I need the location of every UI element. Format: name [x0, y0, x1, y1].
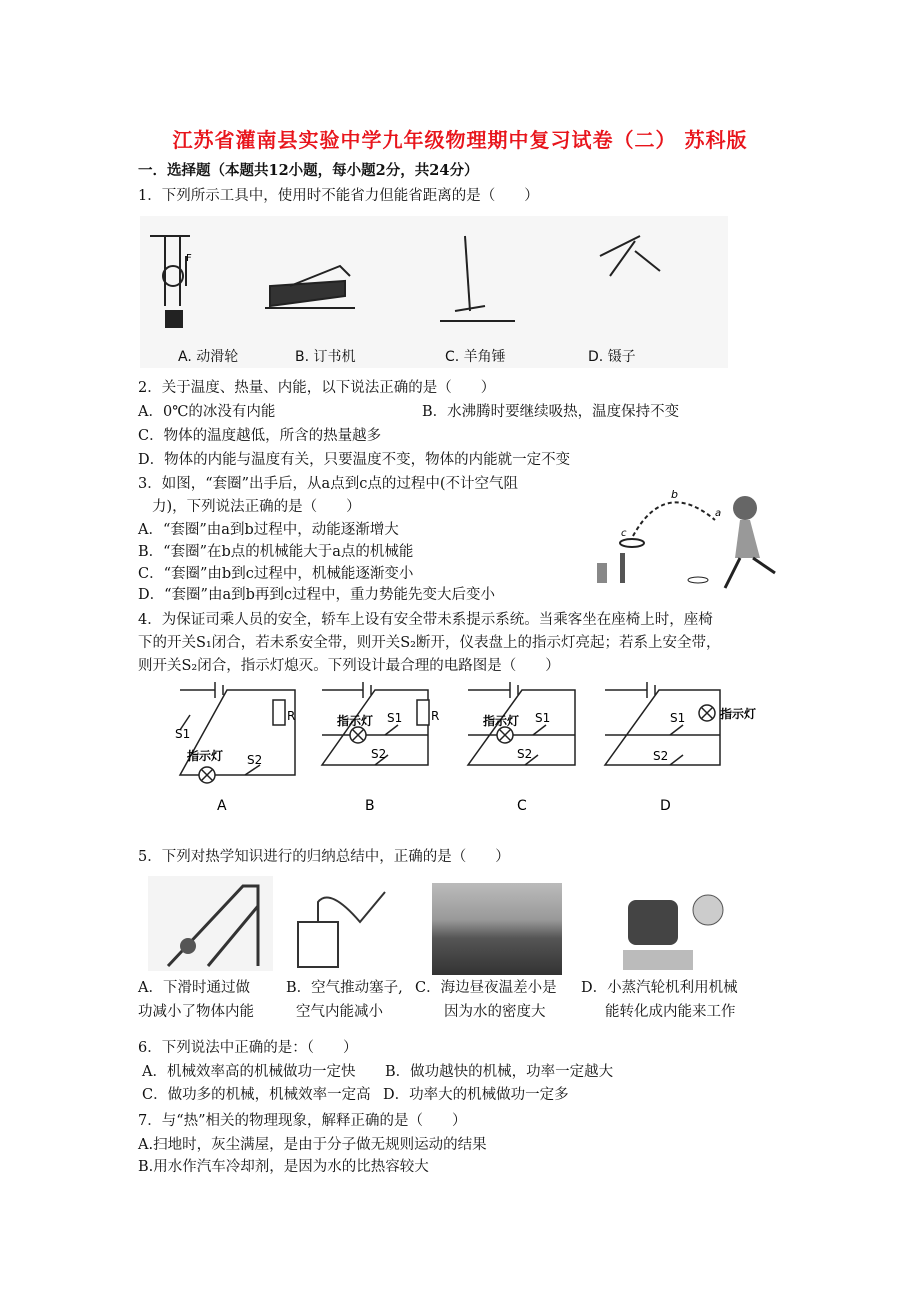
- circuit-b-s1: S1: [387, 711, 403, 725]
- q2-option-d: D．物体的内能与温度有关，只要温度不变，物体的内能就一定不变: [138, 452, 571, 468]
- q3-stem-cont: 力)，下列说法正确的是（ ）: [152, 499, 361, 515]
- force-label: F: [186, 253, 192, 264]
- q4-line-2: 下的开关S₁闭合，若未系安全带，则开关S₂断开，仪表盘上的指示灯亮起；若系上安全带，: [138, 635, 721, 651]
- q2-stem: 2．关于温度、热量、内能，以下说法正确的是（ ）: [138, 380, 496, 396]
- q3-stem: 3．如图，“套圈”出手后，从a点到c点的过程中(不计空气阻: [138, 476, 518, 492]
- circuit-label-c: C: [517, 798, 527, 814]
- section-heading: 一．选择题（本题共12小题，每小题2分，共24分）: [138, 162, 479, 179]
- q5-caption-d-1: D．小蒸汽轮机利用机械: [581, 980, 738, 996]
- circuit-d-s1: S1: [670, 711, 686, 725]
- circuit-a-r: R: [287, 709, 296, 723]
- q1-stem: 1．下列所示工具中，使用时不能省力但能省距离的是（ ）: [138, 188, 539, 204]
- air-stopper-image: [290, 882, 410, 972]
- q1-option-c: C. 羊角锤: [445, 349, 506, 365]
- q1-tools-figure: [140, 216, 728, 368]
- q5-caption-b-1: B．空气推动塞子,: [286, 980, 403, 996]
- q3-option-c: C．“套圈”由b到c过程中，机械能逐渐变小: [138, 566, 414, 582]
- seaside-photo: [432, 883, 562, 975]
- circuit-c-s2: S2: [517, 747, 533, 761]
- steam-turbine-image: [618, 880, 728, 975]
- q1-option-b: B. 订书机: [295, 349, 356, 365]
- q7-option-a: A.扫地时，灰尘满屋，是由于分子做无规则运动的结果: [138, 1137, 487, 1153]
- q2-option-c: C．物体的温度越低，所含的热量越多: [138, 428, 382, 444]
- q5-caption-c-1: C．海边昼夜温差小是: [415, 980, 557, 996]
- ring-toss-figure: [585, 488, 795, 593]
- circuit-label-a: A: [217, 798, 227, 814]
- q7-option-b: B.用水作汽车冷却剂，是因为水的比热容较大: [138, 1159, 429, 1175]
- q6-option-c: C．做功多的机械，机械效率一定高: [142, 1087, 371, 1103]
- q5-caption-a-1: A．下滑时通过做: [138, 980, 250, 996]
- q6-option-d: D．功率大的机械做功一定多: [383, 1087, 569, 1103]
- point-c: c: [621, 528, 627, 539]
- q5-caption-d-2: 能转化成内能来工作: [605, 1004, 736, 1020]
- page-title: 江苏省灌南县实验中学九年级物理期中复习试卷（二） 苏科版: [172, 128, 748, 152]
- point-b: b: [671, 488, 678, 501]
- q5-caption-c-2: 因为水的密度大: [444, 1004, 546, 1020]
- q6-option-b: B．做功越快的机械，功率一定越大: [385, 1064, 614, 1080]
- q6-option-a: A．机械效率高的机械做功一定快: [142, 1064, 356, 1080]
- circuit-c-lamp: 指示灯: [483, 714, 520, 728]
- q4-line-1: 4．为保证司乘人员的安全，轿车上设有安全带未系提示系统。当乘客坐在座椅上时，座椅: [138, 612, 713, 628]
- circuit-a-s1: S1: [175, 727, 191, 741]
- circuit-a-s2: S2: [247, 753, 263, 767]
- q2-option-a: A．0℃的冰没有内能: [138, 404, 276, 420]
- q5-caption-b-2: 空气内能减小: [296, 1004, 383, 1020]
- circuit-b-lamp: 指示灯: [337, 714, 374, 728]
- q1-option-a: A. 动滑轮: [178, 349, 239, 365]
- q4-circuits-figure: [165, 680, 785, 820]
- tools-illustration: [140, 216, 728, 346]
- circuit-b-s2: S2: [371, 747, 387, 761]
- point-a: a: [715, 508, 722, 519]
- circuit-c-s1: S1: [535, 711, 551, 725]
- circuit-d-lamp: 指示灯: [720, 707, 757, 721]
- slide-image: [148, 876, 273, 971]
- circuit-d-s2: S2: [653, 749, 669, 763]
- q3-option-b: B．“套圈”在b点的机械能大于a点的机械能: [138, 544, 414, 560]
- q4-line-3: 则开关S₂闭合，指示灯熄灭。下列设计最合理的电路图是（ ）: [138, 658, 560, 674]
- q5-stem: 5．下列对热学知识进行的归纳总结中，正确的是（ ）: [138, 849, 510, 865]
- q2-option-b: B．水沸腾时要继续吸热，温度保持不变: [422, 404, 680, 420]
- q1-option-d: D. 镊子: [588, 349, 636, 365]
- circuit-b-r: R: [431, 709, 440, 723]
- q5-caption-a-2: 功减小了物体内能: [138, 1004, 254, 1020]
- q7-stem: 7．与“热”相关的物理现象，解释正确的是（ ）: [138, 1113, 467, 1129]
- q3-option-a: A．“套圈”由a到b过程中，动能逐渐增大: [138, 522, 399, 538]
- q6-stem: 6．下列说法中正确的是：（ ）: [138, 1040, 358, 1056]
- circuit-label-d: D: [660, 798, 671, 814]
- circuit-label-b: B: [365, 798, 375, 814]
- circuit-a-lamp: 指示灯: [187, 749, 224, 763]
- q3-option-d: D．“套圈”由a到b再到c过程中，重力势能先变大后变小: [138, 587, 495, 603]
